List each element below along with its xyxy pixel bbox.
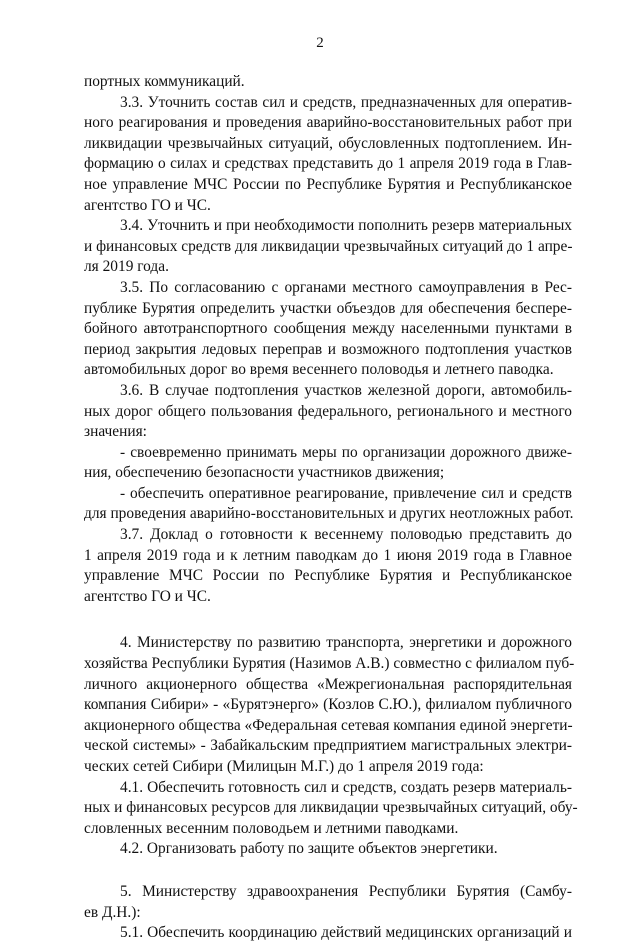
paragraph-continuation [84,72,572,93]
text-line: значения: [84,423,147,441]
text-line: личного акционерного общества «Межрегиональная распорядительная [84,675,572,693]
text-line: 1 апреля 2019 года и к летним паводкам до 1 июня 2019 года в Главное [84,546,572,564]
document-body [84,72,578,944]
text-line: ликвидации чрезвычайных ситуаций, обусловленных подтоплением. Ин- [84,134,572,152]
paragraph-3-6 [84,381,572,443]
text-line: акционерного общества «Федеральная сетевая компания единой энергети- [84,716,573,734]
text-line: 3.7. Доклад о готовности к весеннему половодью представить до [120,526,572,544]
text-line: 3.6. В случае подтопления участков железной дороги, автомобиль- [120,381,572,399]
text-line: ное управление МЧС России по Республике Бурятия и Республиканское [84,175,572,193]
paragraph-3-6-item-2 [84,484,572,525]
text-line: 3.4. Уточнить и при необходимости пополнить резерв материальных [120,217,572,235]
text-line: публике Бурятия определить участки объездов для обеспечения беспере- [84,299,572,317]
paragraph-3-5 [84,278,572,381]
text-line: 4.2. Организовать работу по защите объектов энергетики. [120,840,498,858]
page-number: 2 [316,35,324,51]
text-line: ного реагирования и проведения аварийно-восстановительных работ при [84,114,572,132]
paragraph-3-7 [84,525,572,607]
text-line: ческих сетей Сибири (Милицын М.Г.) до 1 апреля 2019 года: [84,758,484,775]
paragraph-3-4 [84,216,572,278]
text-line: - своевременно принимать меры по организации дорожного движе- [120,443,572,461]
text-line: и финансовых средств для ликвидации чрезвычайных ситуаций до 1 апре- [84,237,573,255]
text-line: 3.3. Уточнить состав сил и средств, предназначенных для оператив- [120,93,572,111]
text-line: автомобильных дорог во время весеннего половодья и летнего паводка. [84,361,554,379]
text-line: ев Д.Н.): [84,903,141,921]
text-line: агентство ГО и ЧС. [84,587,211,605]
paragraph-3-6-item-1 [84,443,572,484]
paragraph-4 [84,633,575,777]
text-line: ля 2019 года. [84,258,169,276]
paragraph-5 [84,882,572,923]
text-line: управление МЧС России по Республике Бурятия и Республиканское [84,567,572,585]
text-line: формацию о силах и средствах представить до 1 апреля 2019 года в Глав- [84,155,572,173]
text-line: 5.1. Обеспечить координацию действий медицинских организаций и [120,924,572,942]
text-line: 5. Министерству здравоохранения Республики Бурятия (Самбу- [120,882,572,900]
text-line: период закрытия ледовых переправ и возможного подтопления участков [84,340,572,358]
text-line: бойного автотранспортного сообщения между населенными пунктами в [84,320,572,338]
text-line: компания Сибири» - «Бурятэнерго» (Козлов С.Ю.), филиалом публичного [84,696,572,714]
text-line: ния, обеспечению безопасности участников движения; [84,464,445,482]
paragraph-5-1 [84,923,572,944]
text-line: для проведения аварийно-восстановительных и других неотложных работ. [84,505,574,523]
text-line: агентство ГО и ЧС. [84,196,211,214]
text-line: ческой системы» - Забайкальским предприятием магистральных электри- [84,737,572,755]
text-line: ных и финансовых ресурсов для ликвидации чрезвычайных ситуаций, обу- [84,799,578,817]
paragraph-4-2 [84,839,572,860]
text-line: ных дорог общего пользования федерального, регионального и местного [84,402,572,420]
text-line: 3.5. По согласованию с органами местного самоуправления в Рес- [120,278,572,296]
paragraph-3-3 [84,93,572,217]
text-line: словленных весенним половодьем и летними паводками. [84,819,459,837]
text-line: 4. Министерству по развитию транспорта, энергетики и дорожного [120,634,572,652]
text-line: портных коммуникаций. [84,73,245,90]
text-line: 4.1. Обеспечить готовность сил и средств, создать резерв материаль- [120,778,572,796]
text-line: - обеспечить оперативное реагирование, привлечение сил и средств [120,484,572,502]
paragraph-4-1 [84,778,578,840]
text-line: хозяйства Республики Бурятия (Назимов А.В.) совместно с филиалом пуб- [84,655,575,673]
